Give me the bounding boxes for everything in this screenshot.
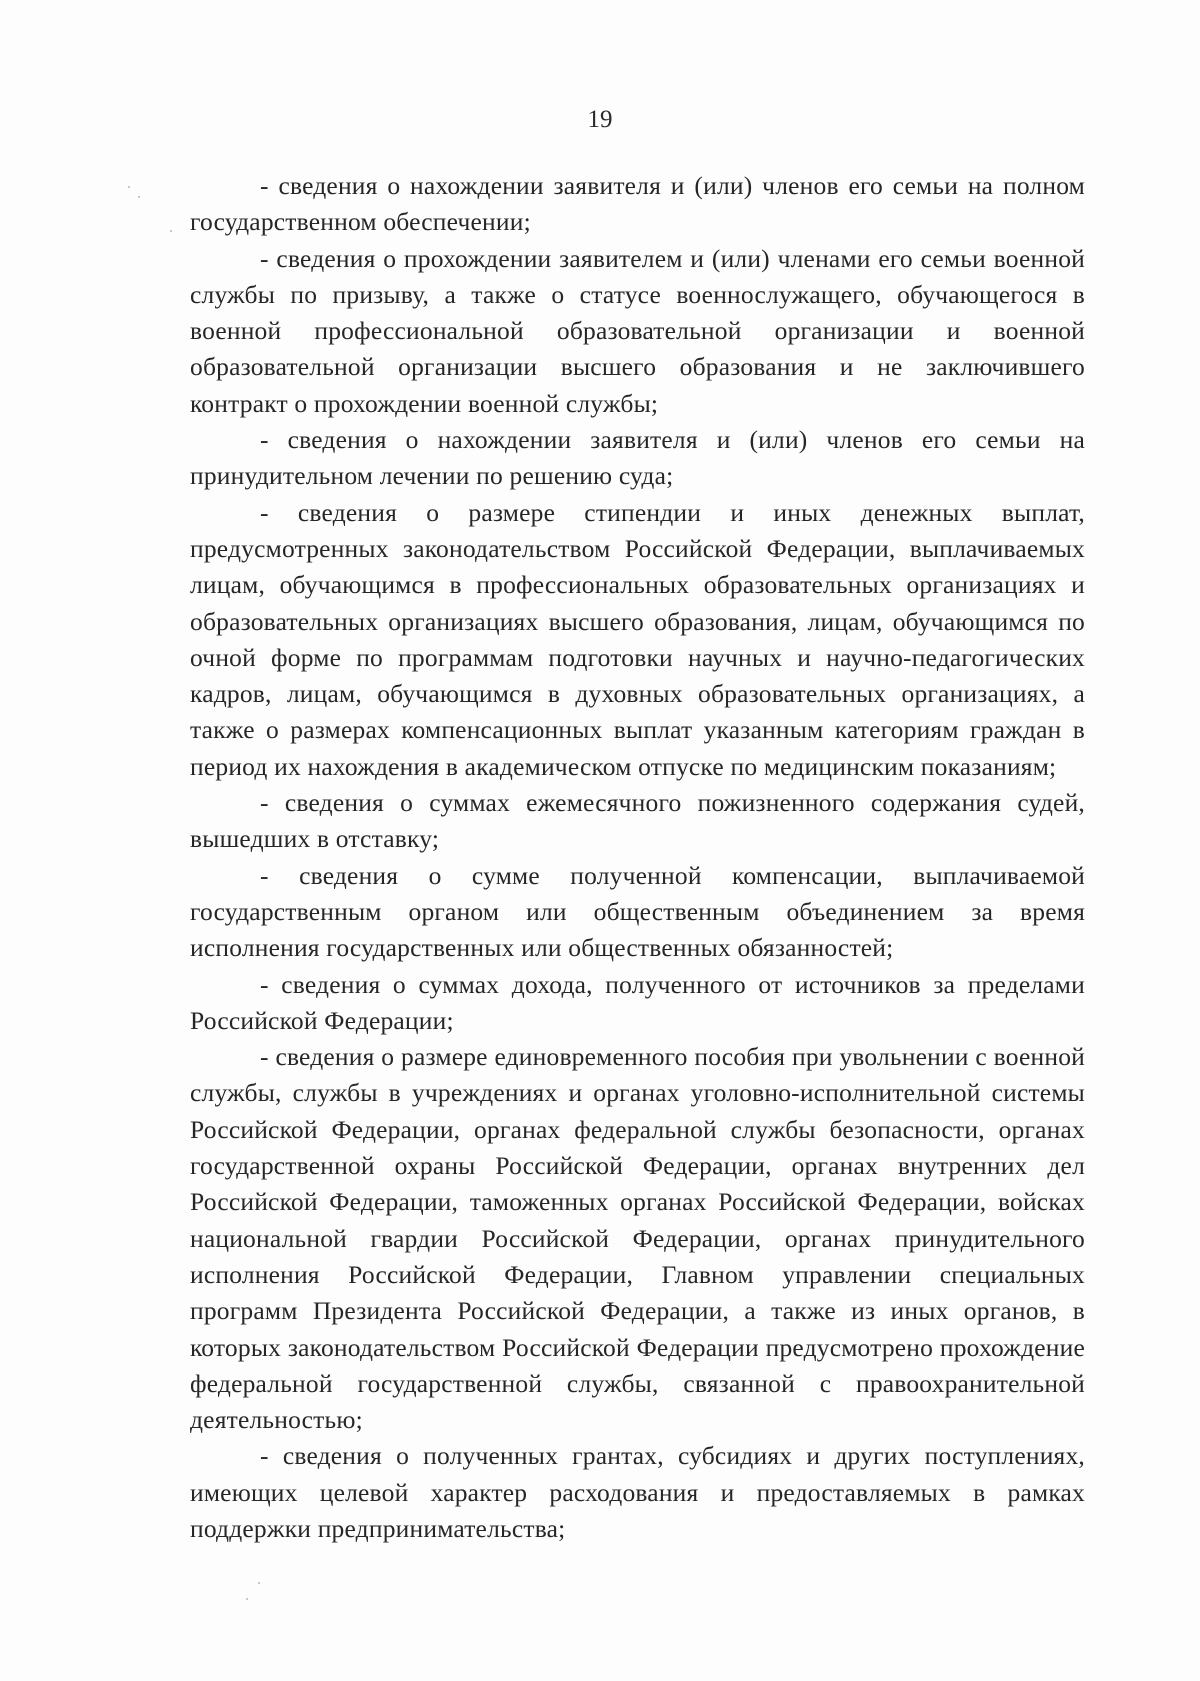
scan-speck <box>246 1598 248 1600</box>
paragraph-stipend: - сведения о размере стипендии и иных денежных выплат, предусмотренных законодательством Российской Федерации, выплачиваемых лицам, обучающимся в профессиональных образовательных организациях и образовательных организациях высшего образования, лицам, обучающимся по очной форме по программам подготовки научных и научно-педагогических кадров, лицам, обучающимся в духовных образовательных организациях, а также о размерах компенсационных выплат указанным категориям граждан в период их нахождения в академическом отпуске по медицинским показаниям; <box>190 497 1085 781</box>
scan-speck <box>258 1582 260 1584</box>
paragraph-severance-allowance: - сведения о размере единовременного пособия при увольнении с военной службы, службы в учреждениях и органах уголовно-исполнительной системы Российской Федерации, органах федеральной службы безопасности, органах государственной охраны Российской Федерации, органах внутренних дел Российской Федерации, таможенных органах Российской Федерации, войсках национальной гвардии Российской Федерации, органах принудительного исполнения Российской Федерации, Главном управлении специальных программ Президента Российской Федерации, а также из иных органов, в которых законодательством Российской Федерации предусмотрено прохождение федеральной государственной службы, связанной с правоохранительной деятельностью; <box>190 1042 1085 1435</box>
scan-speck <box>170 230 172 232</box>
paragraph-compensation: - сведения о сумме полученной компенсации, выплачиваемой государственным органом или общественным объединением за время исполнения государственных или общественных обязанностей; <box>190 860 1085 963</box>
paragraph-military-service: - сведения о прохождении заявителем и (или) членами его семьи военной службы по призыву, а также о статусе военнослужащего, обучающегося в военной профессиональной образовательной организации и военной образовательной организации высшего образования и не заключившего контракт о прохождении военной службы; <box>190 243 1085 418</box>
document-body <box>190 168 1085 1547</box>
paragraph-foreign-income: - сведения о суммах дохода, полученного от источников за пределами Российской Федерации; <box>190 969 1085 1035</box>
paragraph-grants-subsidies: - сведения о полученных грантах, субсидиях и других поступлениях, имеющих целевой характер расходования и предоставляемых в рамках поддержки предпринимательства; <box>190 1441 1085 1543</box>
scan-speck <box>138 196 140 198</box>
paragraph-compulsory-treatment: - сведения о нахождении заявителя и (или) членов его семьи на принудительном лечении по решению суда; <box>190 425 1085 491</box>
paragraph-full-state-support: - сведения о нахождении заявителя и (или) членов его семьи на полном государственном обеспечении; <box>190 171 1085 237</box>
paragraph-judges-allowance: - сведения о суммах ежемесячного пожизненного содержания судей, вышедших в отставку; <box>190 788 1085 854</box>
scan-speck <box>128 186 130 188</box>
page-number: 19 <box>587 106 613 133</box>
